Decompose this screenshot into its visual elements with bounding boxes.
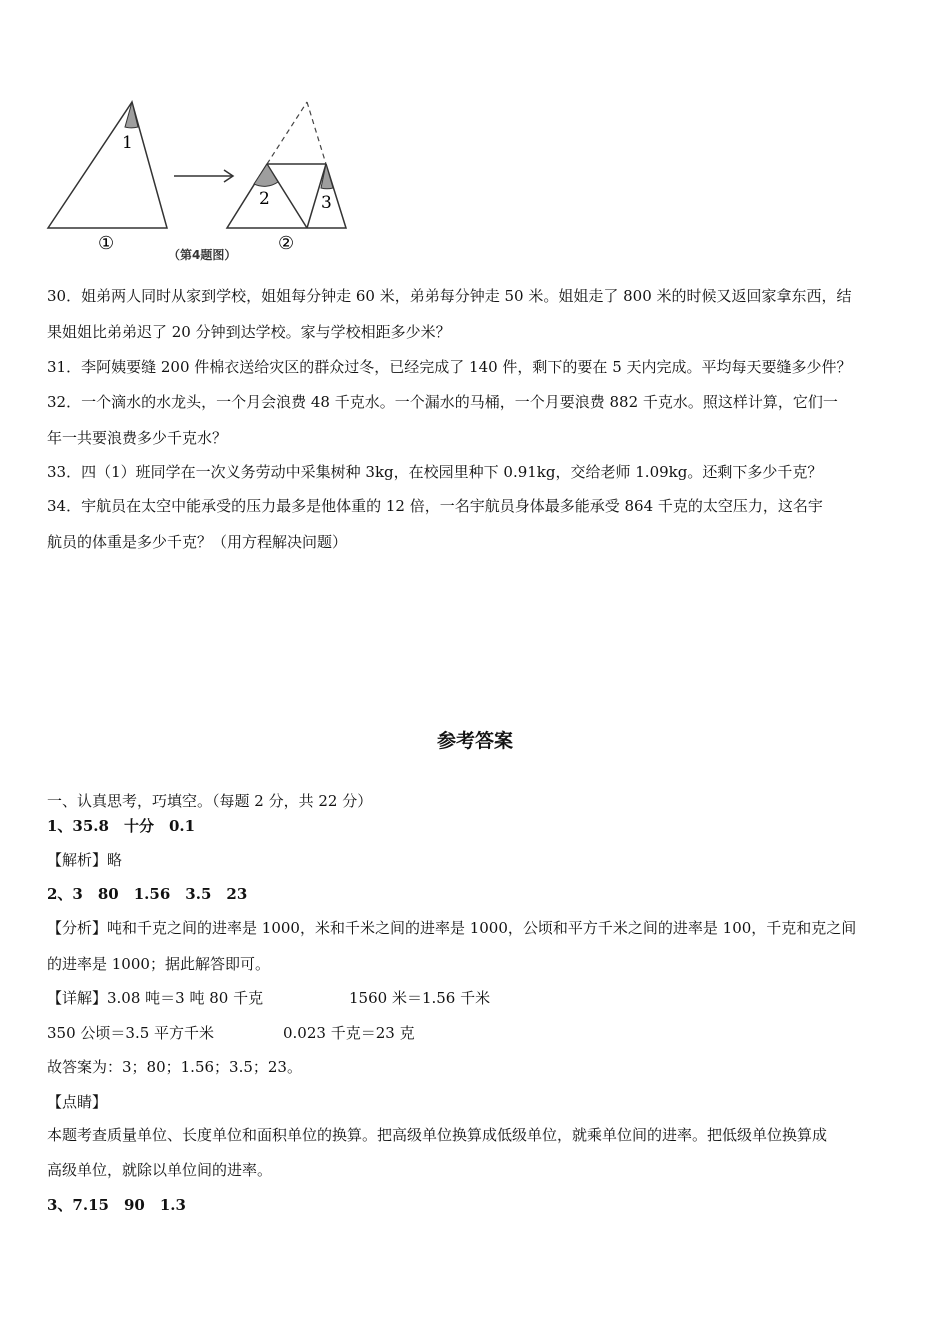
answer-2-detail-row1 [47,988,907,1008]
answer-3: 3、7.15 90 1.3 [47,1196,186,1214]
question-30-line2: 果姐姐比弟弟迟了 20 分钟到达学校。家与学校相距多少米？ [47,323,451,341]
arrow-icon [174,170,233,182]
question-34-line1: 34．宇航员在太空中能承受的压力最多是他体重的 12 倍，一名宇航员身体最多能承受 864 千克的太空压力，这名宇 [47,497,823,515]
question-30-line1: 30．姐弟两人同时从家到学校，姐姐每分钟走 60 米，弟弟每分钟走 50 米。姐姐走了 800 米的时候又返回家拿东西，结 [47,287,852,305]
answer-1: 1、35.8 十分 0.1 [47,817,196,835]
triangle-figure [40,96,370,268]
question-34-line2: 航员的体重是多少千克？（用方程解决问题） [47,533,348,551]
angle-3-label: 3 [321,193,332,213]
answer-2: 2、3 80 1.56 3.5 23 [47,885,248,903]
answers-section-1-heading: 一、认真思考，巧填空。（每题 2 分，共 22 分） [47,792,373,810]
answer-2-detail-row2 [47,1023,907,1043]
question-33: 33．四（1）班同学在一次义务劳动中采集树种 3kg，在校园里种下 0.91kg，交给老师 1.09kg。还剩下多少千克？ [47,463,823,481]
answer-2-detail-2b: 0.023 千克＝23 克 [283,1024,415,1042]
question-32-line1: 32．一个滴水的水龙头，一个月会浪费 48 千克水。一个漏水的马桶，一个月要浪费 882 千克水。照这样计算，它们一 [47,393,838,411]
answer-2-analysis-line1: 【分析】吨和千克之间的进率是 1000，米和千米之间的进率是 1000，公顷和平方千米之间的进率是 100，千克和克之间 [47,919,857,937]
angle-1-label: 1 [122,133,133,153]
answer-2-conclusion: 故答案为：3；80；1.56；3.5；23。 [47,1058,302,1076]
answer-1-analysis: 【解析】略 [47,851,123,869]
shape-2-label: ② [278,233,295,254]
answer-2-detail-1a: 【详解】3.08 吨＝3 吨 80 千克 [47,989,264,1007]
answer-2-detail-1b: 1560 米＝1.56 千米 [349,989,491,1007]
answer-2-point-line2: 高级单位，就除以单位间的进率。 [47,1161,273,1179]
answer-2-analysis-line2: 的进率是 1000；据此解答即可。 [47,955,270,973]
answer-2-point-label: 【点睛】 [47,1093,108,1111]
answers-title: 参考答案 [436,730,513,752]
figure-caption: （第4题图） [168,248,237,262]
answer-2-detail-2a: 350 公顷＝3.5 平方千米 [47,1024,215,1042]
question-31: 31．李阿姨要缝 200 件棉衣送给灾区的群众过冬，已经完成了 140 件，剩下的要在 5 天内完成。平均每天要缝多少件？ [47,358,852,376]
angle-2-label: 2 [259,189,270,209]
question-32-line2: 年一共要浪费多少千克水？ [47,429,228,447]
shape-1-label: ① [98,233,115,254]
triangle-1 [48,102,167,228]
answer-2-point-line1: 本题考查质量单位、长度单位和面积单位的换算。把高级单位换算成低级单位，就乘单位间的进率。把低级单位换算成 [47,1126,828,1144]
